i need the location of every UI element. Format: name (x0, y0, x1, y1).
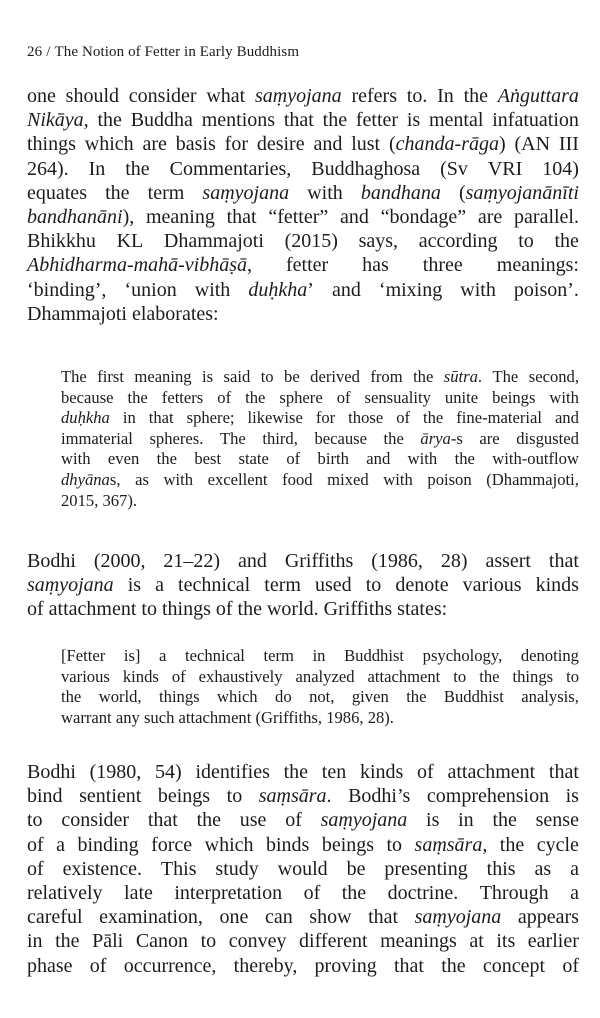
text-line: equates the term saṃyojana with bandhana (saṃyojanānīti (27, 181, 579, 204)
page-number: 26 (27, 44, 43, 60)
text-line: things which are basis for desire and lust (chanda-rāga) (AN III (27, 133, 579, 156)
block-quote-griffiths (61, 646, 579, 728)
text-line: of a binding force which binds beings to saṃsāra, the cycle (27, 833, 579, 856)
running-head-title: The Notion of Fetter in Early Buddhism (54, 44, 300, 60)
block-quote-dhammajoti (61, 367, 579, 511)
text-line: Abhidharma-mahā-vibhāṣā, fetter has three meanings: (27, 254, 579, 277)
text-line: Bodhi (1980, 54) identifies the ten kinds of attachment that (27, 761, 579, 783)
text-line: warrant any such attachment (Griffiths, 1986, 28). (61, 707, 394, 727)
text-line: various kinds of exhaustively analyzed attachment to the things to (61, 666, 579, 686)
text-line: relatively late interpretation of the doctrine. Through a (27, 882, 579, 905)
text-line: Dhammajoti elaborates: (27, 302, 219, 325)
running-head (27, 44, 299, 61)
text-line: Bodhi (2000, 21–22) and Griffiths (1986, 28) assert that (27, 550, 579, 572)
body-paragraph (27, 760, 579, 978)
text-line: one should consider what saṃyojana refers to. In the Aṅguttara (27, 85, 579, 107)
text-line: duḥkha in that sphere; likewise for those of the fine-material and (61, 408, 579, 428)
text-line: dhyānas, as with excellent food mixed with poison (Dhammajoti, (61, 469, 579, 489)
text-line: saṃyojana is a technical term used to denote various kinds (27, 574, 579, 597)
text-line: Bhikkhu KL Dhammajoti (2015) says, according to the (27, 230, 579, 253)
text-line: immaterial spheres. The third, because the ārya-s are disgusted (61, 428, 579, 448)
text-line: because the fetters of the sphere of sensuality unite beings with (61, 387, 579, 407)
text-line: 2015, 367). (61, 490, 138, 510)
text-line: [Fetter is] a technical term in Buddhist psychology, denoting (61, 646, 579, 665)
text-line: phase of occurrence, thereby, proving that the concept of (27, 954, 579, 977)
running-head-separator: / (46, 44, 51, 60)
text-line: careful examination, one can show that saṃyojana appears (27, 906, 579, 929)
text-line: bind sentient beings to saṃsāra. Bodhi’s comprehension is (27, 785, 579, 808)
text-line: ‘binding’, ‘union with duḥkha’ and ‘mixing with poison’. (27, 278, 579, 301)
text-line: the world, things which do not, given the Buddhist analysis, (61, 687, 579, 707)
text-line: bandhanāni), meaning that “fetter” and “bondage” are parallel. (27, 206, 579, 229)
text-line: of existence. This study would be presenting this as a (27, 857, 579, 880)
text-line: to consider that the use of saṃyojana is in the sense (27, 809, 579, 832)
text-line: 264). In the Commentaries, Buddhaghosa (Sv VRI 104) (27, 157, 579, 180)
text-line: Nikāya, the Buddha mentions that the fetter is mental infatuation (27, 109, 579, 132)
text-line: The first meaning is said to be derived from the sūtra. The second, (61, 367, 579, 386)
text-line: of attachment to things of the world. Griffiths states: (27, 598, 448, 621)
body-paragraph (27, 549, 579, 622)
body-paragraph (27, 84, 579, 326)
text-line: with even the best state of birth and with the with-outflow (61, 449, 579, 469)
text-line: in the Pāli Canon to convey different meanings at its earlier (27, 930, 579, 953)
